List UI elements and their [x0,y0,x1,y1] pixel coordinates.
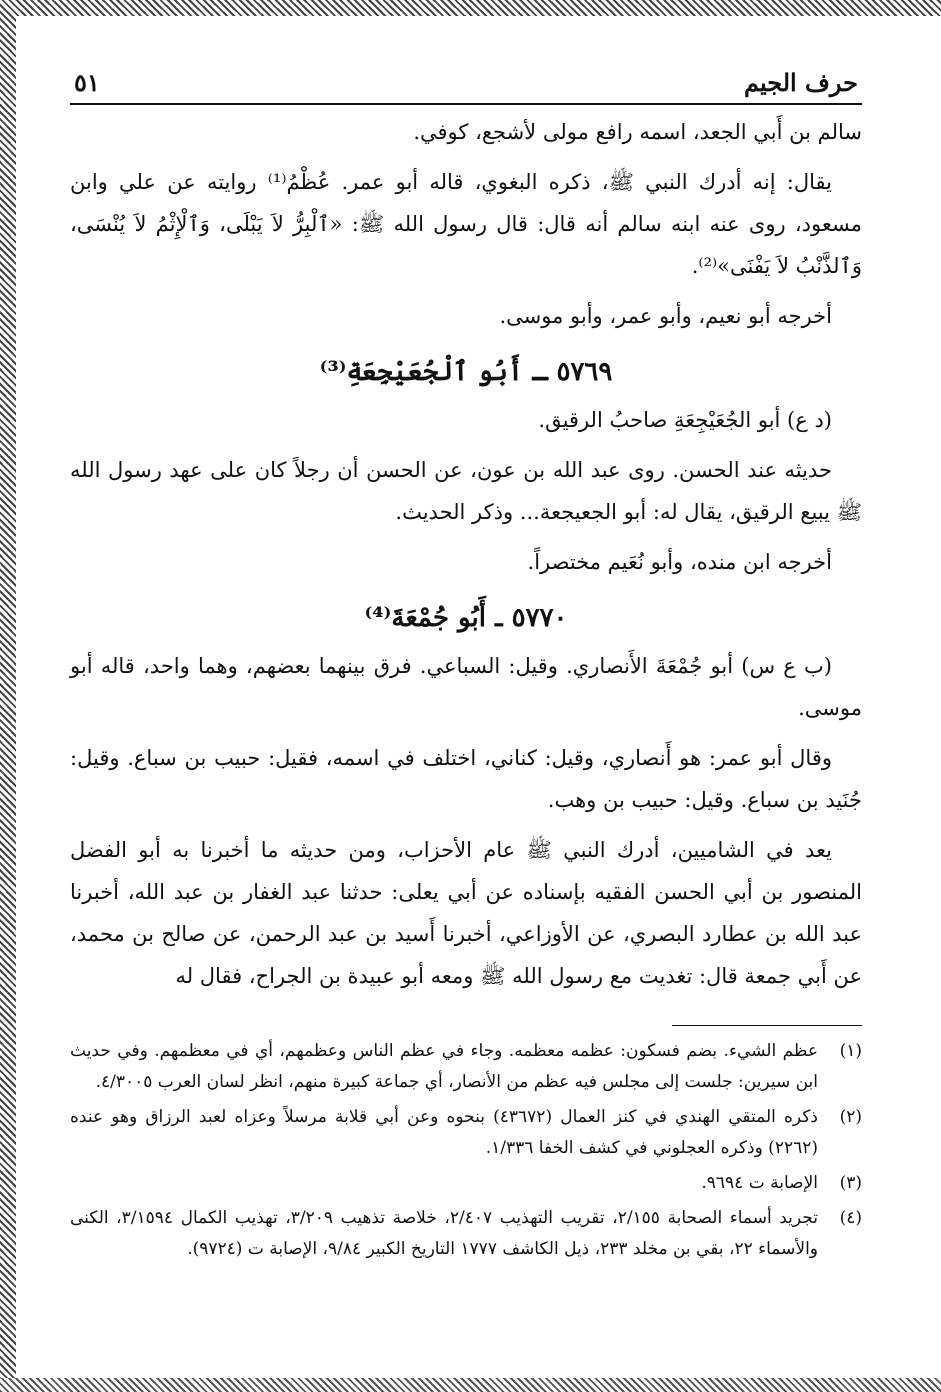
paragraph: سالم بن أَبي الجعد، اسمه رافع مولى لأشجع، كوفي. [413,120,862,144]
footnote-separator [672,1025,862,1026]
paragraph: (د ع) أبو الجُعَيْجِعَةِ صاحبُ الرقيق. [538,408,832,432]
book-page [70,58,862,1269]
paragraph: أخرجه ابن منده، وأبو نُعَيم مختصراً. [527,550,832,574]
footnote [70,1102,862,1164]
footnote-text: عظم الشيء. بضم فسكون: عظمه معظمه. وجاء في عظم الناس وعظمهم، أي في معظمهم. وفي حديث ابن سيرين: جلست إلى مجلس فيه عظم من الأنصار، أي جماعة كبيرة منهم، انظر لسان العرب ٤/٣٠٠٥. [70,1041,818,1092]
running-header [70,58,862,105]
decorative-border-bottom [0,1378,941,1392]
footnotes [70,1036,862,1265]
paragraph: يعد في الشاميين، أدرك النبي ﷺ عام الأحزاب، ومن حديثه ما أخبرنا به أبو الفضل المنصور بن أبي الحسن الفقيه بإسناده عن أبي يعلى: حدثنا عبد الغفار بن عبد الله، أخبرنا عبد الله بن عطارد البصري، عن الأوزاعي، أخبرنا أَسيد بن عبد الرحمن، عن صالح بن محمد، عن أَبي جمعة قال: تغديت مع رسول الله ﷺ ومعه أبو عبيدة بن الجراح، فقال له [70,838,862,988]
paragraph: أخرجه أبو نعيم، وأبو عمر، وأبو موسى. [499,304,832,328]
footnote [70,1036,862,1098]
main-text [70,111,862,997]
entry-title-5769: ٥٧٦٩ ـ أَبُو ٱلْجُعَيْجِعَةِ⁽³⁾ [319,357,613,387]
chapter-title: حرف الجيم [744,68,858,97]
footnote-number: (٣) [839,1173,862,1193]
paragraph: وقال أبو عمر: هو أَنصاري، وقيل: كناني، اختلف في اسمه، فقيل: حبيب بن سباع. وقيل: جُنَيد بن سباع. وقيل: حبيب بن وهب. [70,746,862,812]
footnote-text: الإصابة ت ٩٦٩٤. [701,1173,818,1193]
footnote-text: تجريد أسماء الصحابة ٢/١٥٥، تقريب التهذيب ٢/٤٠٧، خلاصة تذهيب ٣/٢٠٩، تهذيب الكمال ٣/١٥٩٤، الكنى والأسماء ٢٢، بقي بن مخلد ٢٣٣، ذيل الكاشف ١٧٧٧ التاريخ الكبير ٩/٨٤، الإصابة ت (٩٧٢٤). [70,1208,818,1259]
footnote-number: (١) [839,1041,862,1061]
paragraph: (ب ع س) أبو جُمْعَةَ الأَنصاري. وقيل: السباعي. فرق بينهما بعضهم، وهما واحد، قاله أبو موسى. [70,654,862,720]
footnote-text: ذكره المتقي الهندي في كنز العمال (٤٣٦٧٢) بنحوه وعن أبي قلابة مرسلاً وعزاه لعبد الرزاق وهو عنده (٢٢٦٢) وذكره العجلوني في كشف الخفا ١/٣٣٦. [70,1107,818,1158]
page-number: ٥١ [74,68,100,97]
footnote [70,1168,862,1199]
paragraph: يقال: إنه أدرك النبي ﷺ، ذكره البغوي، قاله أبو عمر. عُظْمُ⁽¹⁾ روايته عن علي وابن مسعود، روى عنه ابنه سالم أنه قال: قال رسول الله ﷺ: «ٱلْبِرُّ لاَ يَبْلَى، وَٱلْإِثْمُ لاَ يُنْسَى، وَٱلذَّنْبُ لاَ يَفْنَى»⁽²⁾. [70,170,862,278]
footnote [70,1203,862,1265]
entry-title-5770: ٥٧٧٠ ـ أَبُو جُمْعَةَ⁽⁴⁾ [364,603,568,633]
footnote-number: (٤) [839,1208,862,1228]
paragraph: حديثه عند الحسن. روى عبد الله بن عون، عن الحسن أن رجلاً كان على عهد رسول الله ﷺ يبيع الرقيق، يقال له: أبو الجعيجعة... وذكر الحديث. [70,458,862,524]
footnote-number: (٢) [839,1107,862,1127]
